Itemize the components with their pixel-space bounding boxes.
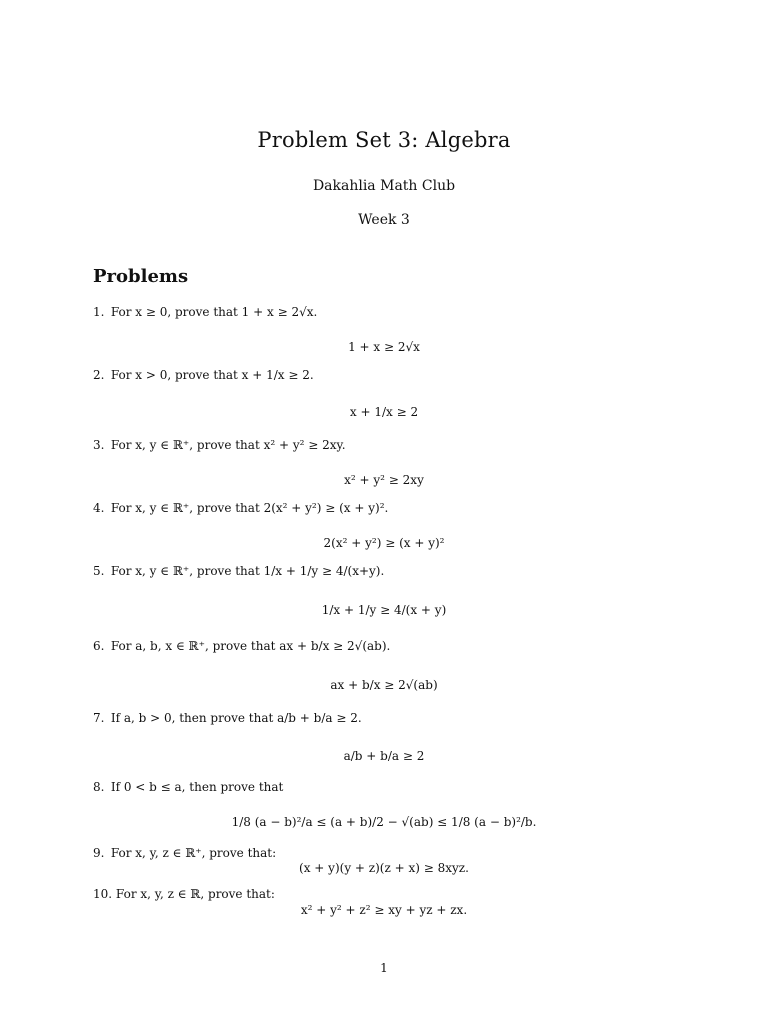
problem-4-statement [93, 501, 388, 515]
display-equation: (x + y)(y + z)(z + x) ≥ 8xyz. [299, 861, 469, 875]
problem-9-display [0, 861, 768, 875]
problem-5-display [0, 603, 768, 617]
problem-text: For x, y, z ∈ ℝ⁺, prove that: [110, 846, 277, 860]
problem-text: For x, y ∈ ℝ⁺, prove that 1/x + 1/y ≥ 4/(x+y). [110, 564, 385, 578]
problem-4-display [0, 536, 768, 550]
section-heading: Problems [93, 266, 189, 287]
problem-text: For x, y ∈ ℝ⁺, prove that x² + y² ≥ 2xy. [110, 438, 346, 452]
display-equation: x² + y² ≥ 2xy [344, 473, 424, 487]
problem-text: For x, y ∈ ℝ⁺, prove that 2(x² + y²) ≥ (x + y)². [110, 501, 389, 515]
problem-9-statement [93, 846, 276, 860]
problem-8-display [0, 815, 768, 829]
problem-text: For a, b, x ∈ ℝ⁺, prove that ax + b/x ≥ 2√(ab). [110, 639, 391, 653]
problem-10-statement [93, 887, 275, 901]
problem-text: For x > 0, prove that x + 1/x ≥ 2. [110, 368, 314, 382]
problem-number: 7. [93, 711, 105, 725]
problem-text: If a, b > 0, then prove that a/b + b/a ≥ 2. [110, 711, 362, 725]
problem-7-statement [93, 711, 362, 725]
page-number: 1 [380, 961, 388, 975]
problem-6-statement [93, 639, 390, 653]
problem-7-display [0, 749, 768, 763]
problem-3-statement [93, 438, 346, 452]
problem-text: For x ≥ 0, prove that 1 + x ≥ 2√x. [110, 305, 318, 319]
display-equation: a/b + b/a ≥ 2 [343, 749, 425, 763]
problem-text: If 0 < b ≤ a, then prove that [110, 780, 284, 794]
problem-number: 3. [93, 438, 105, 452]
problem-2-display [0, 405, 768, 419]
problem-3-display [0, 473, 768, 487]
problem-number: 1. [93, 305, 105, 319]
problem-number: 2. [93, 368, 105, 382]
display-equation: x + 1/x ≥ 2 [349, 405, 419, 419]
problem-5-statement [93, 564, 384, 578]
problem-1-display [0, 340, 768, 354]
problem-number: 10. [93, 887, 113, 901]
author: Dakahlia Math Club [312, 178, 456, 194]
problem-1-statement [93, 305, 317, 319]
problem-number: 8. [93, 780, 105, 794]
problem-8-statement [93, 780, 283, 794]
display-equation: 2(x² + y²) ≥ (x + y)² [323, 536, 445, 550]
problem-number: 4. [93, 501, 105, 515]
display-equation: 1 + x ≥ 2√x [348, 340, 420, 354]
display-equation: 1/8 (a − b)²/a ≤ (a + b)/2 − √(ab) ≤ 1/8 (a − b)²/b. [231, 815, 537, 829]
problem-number: 9. [93, 846, 105, 860]
problem-10-display [0, 903, 768, 917]
display-equation: x² + y² + z² ≥ xy + yz + zx. [300, 903, 468, 917]
date: Week 3 [358, 212, 410, 228]
problem-number: 5. [93, 564, 105, 578]
problem-6-display [0, 678, 768, 692]
display-equation: ax + b/x ≥ 2√(ab) [330, 678, 438, 692]
display-equation: 1/x + 1/y ≥ 4/(x + y) [321, 603, 447, 617]
problem-2-statement [93, 368, 314, 382]
problem-text: For x, y, z ∈ ℝ, prove that: [115, 887, 275, 901]
page-title: Problem Set 3: Algebra [257, 128, 511, 152]
problem-number: 6. [93, 639, 105, 653]
